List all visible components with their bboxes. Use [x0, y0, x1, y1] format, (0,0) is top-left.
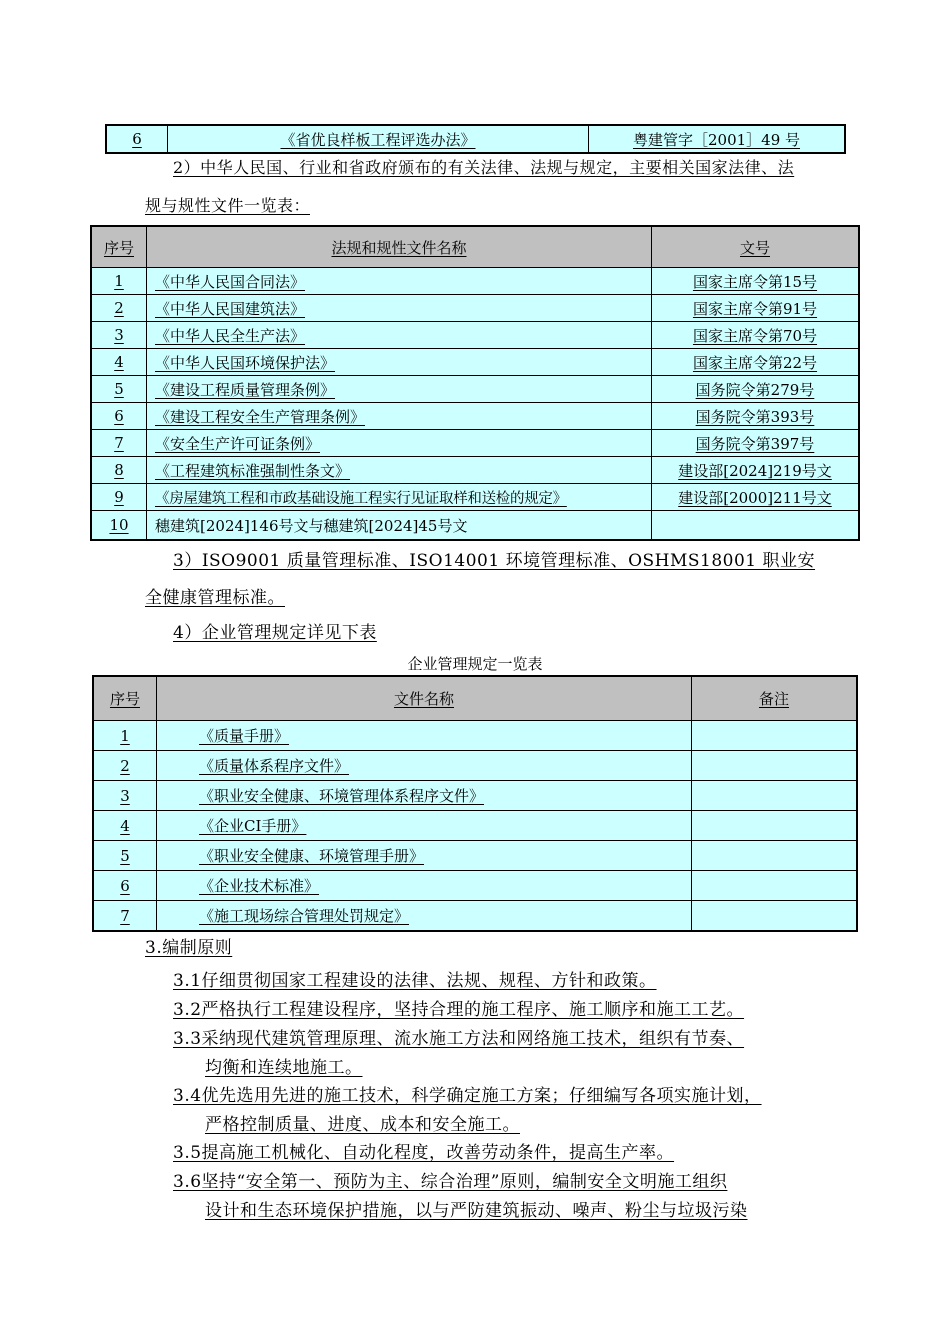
header-name: 法规和规性文件名称 — [147, 226, 652, 268]
document-number: 建设部[2024]219号文 — [652, 457, 860, 484]
document-name: 《职业安全健康、环境管理手册》 — [157, 841, 692, 871]
table-row — [91, 376, 859, 403]
table-row — [91, 484, 859, 511]
table-row — [91, 457, 859, 484]
table-row — [93, 721, 857, 751]
document-number: 国家主席令第15号 — [652, 268, 860, 295]
table-row — [93, 781, 857, 811]
document-number: 国务院令第279号 — [652, 376, 860, 403]
row-number: 4 — [91, 349, 147, 376]
row-number: 6 — [91, 403, 147, 430]
note-cell — [692, 751, 858, 781]
table-header-row — [91, 226, 859, 268]
table-row — [106, 125, 845, 153]
row-number: 2 — [91, 295, 147, 322]
document-number — [652, 511, 860, 541]
principle-3-3-cont: 均衡和连续地施工。 — [205, 1058, 363, 1078]
row-number: 3 — [91, 322, 147, 349]
principles-title: 3.编制原则 — [145, 938, 233, 958]
table-row — [91, 349, 859, 376]
document-name: 《职业安全健康、环境管理体系程序文件》 — [157, 781, 692, 811]
row-number: 7 — [91, 430, 147, 457]
row-number: 5 — [93, 841, 157, 871]
table-row — [93, 751, 857, 781]
principle-3-6: 3.6坚持“安全第一、预防为主、综合治理”原则，编制安全文明施工组织 — [173, 1172, 728, 1192]
note-cell — [692, 781, 858, 811]
row-number: 5 — [91, 376, 147, 403]
table-row — [91, 322, 859, 349]
document-name: 《施工现场综合管理处罚规定》 — [157, 901, 692, 932]
principle-3-2: 3.2严格执行工程建设程序，坚持合理的施工程序、施工顺序和施工工艺。 — [173, 1000, 745, 1020]
table-row — [93, 841, 857, 871]
note-cell — [692, 841, 858, 871]
principle-3-4: 3.4优先选用先进的施工技术，科学确定施工方案；仔细编写各项实施计划， — [173, 1086, 762, 1106]
row-number: 4 — [93, 811, 157, 841]
regulation-name: 《中华人民国环境保护法》 — [147, 349, 652, 376]
row-number: 9 — [91, 484, 147, 511]
table-header-row — [93, 676, 857, 721]
header-no: 序号 — [91, 226, 147, 268]
regulation-name: 《省优良样板工程评选办法》 — [168, 125, 589, 153]
section3-line1: 3）ISO9001 质量管理标准、ISO14001 环境管理标准、OSHMS18001 职业安 — [173, 551, 816, 571]
section4-line1: 4）企业管理规定详见下表 — [173, 623, 377, 643]
regulation-name: 《建设工程质量管理条例》 — [147, 376, 652, 403]
document-number: 国家主席令第91号 — [652, 295, 860, 322]
document-name: 《企业CI手册》 — [157, 811, 692, 841]
document-number: 粤建管字［2001］49 号 — [589, 125, 846, 153]
header-doc: 文号 — [652, 226, 860, 268]
principle-3-4-cont: 严格控制质量、进度、成本和安全施工。 — [205, 1115, 520, 1135]
table-caption: 企业管理规定一览表 — [407, 655, 543, 673]
table-row — [91, 511, 859, 541]
header-no: 序号 — [93, 676, 157, 721]
principle-3-3: 3.3采纳现代建筑管理原理、流水施工方法和网络施工技术，组织有节奏、 — [173, 1029, 745, 1049]
regulation-name: 《安全生产许可证条例》 — [147, 430, 652, 457]
management-table — [92, 675, 858, 932]
document-name: 《质量体系程序文件》 — [157, 751, 692, 781]
document-name: 《质量手册》 — [157, 721, 692, 751]
table-row — [93, 811, 857, 841]
table-row — [91, 403, 859, 430]
regulation-name: 《中华人民全生产法》 — [147, 322, 652, 349]
row-number: 6 — [93, 871, 157, 901]
row-number: 3 — [93, 781, 157, 811]
document-number: 国务院令第393号 — [652, 403, 860, 430]
note-cell — [692, 901, 858, 932]
section2-line2: 规与规性文件一览表： — [145, 196, 311, 215]
table-row — [91, 295, 859, 322]
header-note: 备注 — [692, 676, 858, 721]
law-table — [90, 225, 860, 541]
row-number: 1 — [91, 268, 147, 295]
row-number: 8 — [91, 457, 147, 484]
note-cell — [692, 871, 858, 901]
regulation-name: 《中华人民国合同法》 — [147, 268, 652, 295]
row-number: 1 — [93, 721, 157, 751]
regulation-name: 《工程建筑标准强制性条文》 — [147, 457, 652, 484]
regulation-name: 《中华人民国建筑法》 — [147, 295, 652, 322]
principle-3-1: 3.1仔细贯彻国家工程建设的法律、法规、规程、方针和政策。 — [173, 971, 657, 991]
row-number: 6 — [106, 125, 168, 153]
document-number: 建设部[2000]211号文 — [652, 484, 860, 511]
document-number: 国家主席令第22号 — [652, 349, 860, 376]
row-number: 2 — [93, 751, 157, 781]
regulation-name: 《房屋建筑工程和市政基础设施工程实行见证取样和送检的规定》 — [147, 484, 652, 511]
principle-3-5: 3.5提高施工机械化、自动化程度，改善劳动条件，提高生产率。 — [173, 1143, 675, 1163]
section2-line1: 2）中华人民国、行业和省政府颁布的有关法律、法规与规定，主要相关国家法律、法 — [173, 158, 795, 177]
document-number: 国务院令第397号 — [652, 430, 860, 457]
regulation-name: 穗建筑[2024]146号文与穗建筑[2024]45号文 — [147, 511, 652, 541]
regulation-name: 《建设工程安全生产管理条例》 — [147, 403, 652, 430]
table-row — [93, 871, 857, 901]
section3-line2: 全健康管理标准。 — [145, 588, 285, 608]
table-row — [91, 268, 859, 295]
row-number: 10 — [91, 511, 147, 541]
document-number: 国家主席令第70号 — [652, 322, 860, 349]
note-cell — [692, 721, 858, 751]
note-cell — [692, 811, 858, 841]
table-row — [93, 901, 857, 932]
principle-3-6-cont: 设计和生态环境保护措施，以与严防建筑振动、噪声、粉尘与垃圾污染 — [205, 1201, 748, 1221]
document-name: 《企业技术标准》 — [157, 871, 692, 901]
header-name: 文件名称 — [157, 676, 692, 721]
row-number: 7 — [93, 901, 157, 932]
table-row — [91, 430, 859, 457]
top-table — [105, 124, 846, 154]
